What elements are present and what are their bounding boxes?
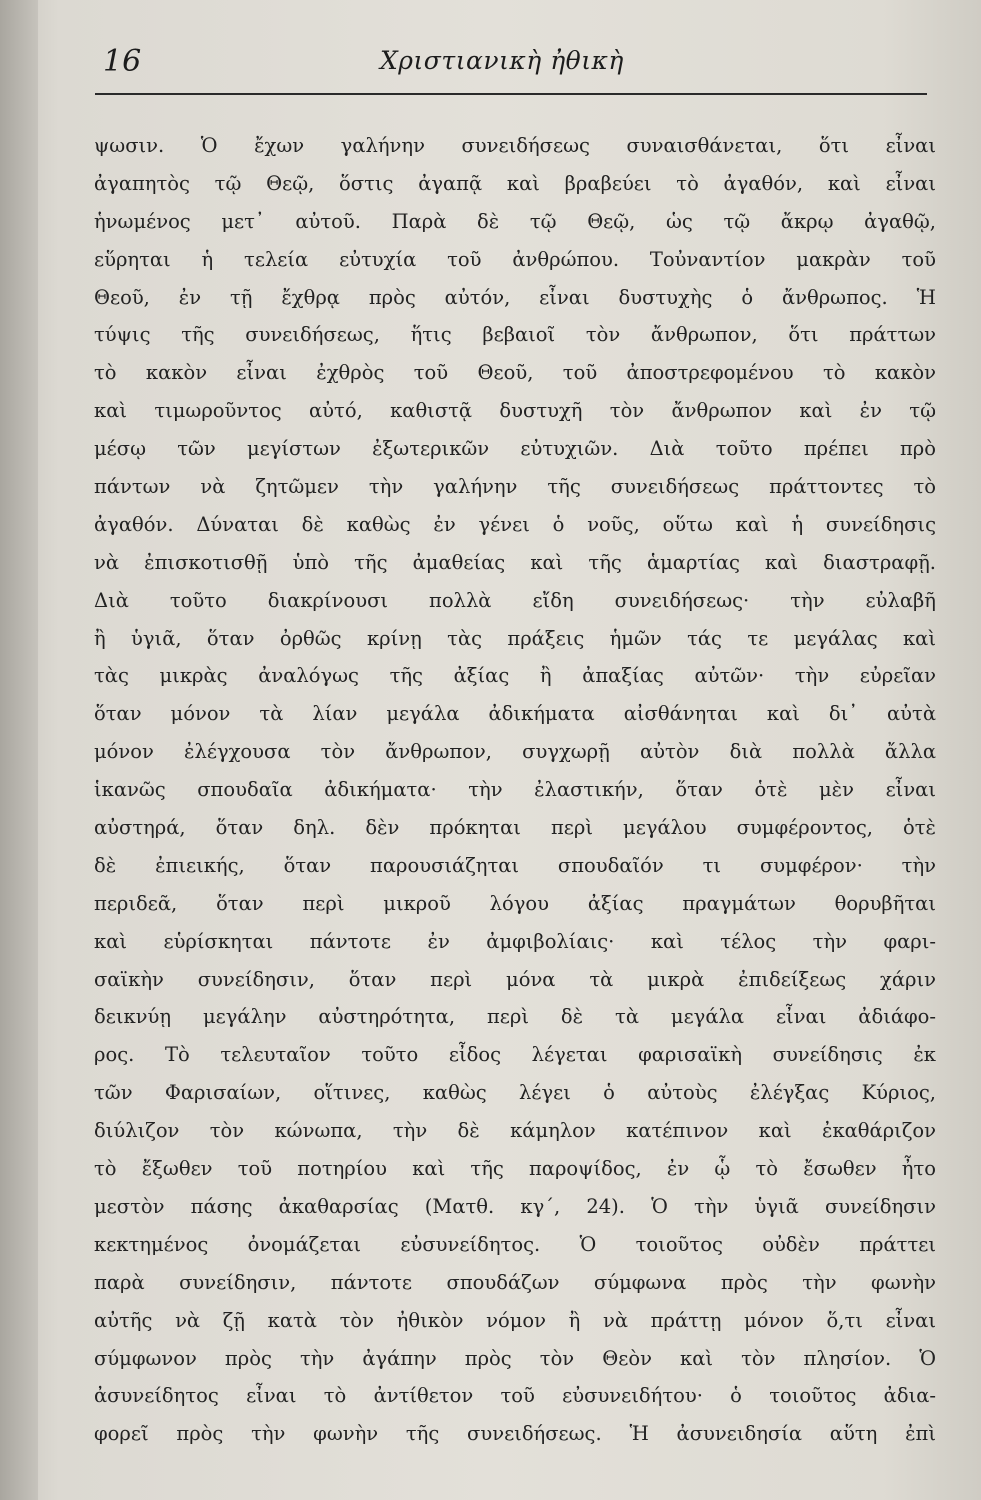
text-line: αὐστηρά, ὅταν δηλ. δὲν πρόκηται περὶ μεγάλου συμφέροντος, ὁτὲ (94, 816, 936, 840)
text-line: σαϊκὴν συνείδησιν, ὅταν περὶ μόνα τὰ μικρὰ ἐπιδείξεως χάριν (94, 967, 936, 991)
text-line: ρος. Τὸ τελευταῖον τοῦτο εἶδος λέγεται φαρισαϊκὴ συνείδησις ἐκ (94, 1043, 936, 1067)
page-header (95, 40, 930, 90)
text-line: ἀσυνείδητος εἶναι τὸ ἀντίθετον τοῦ εὐσυνειδήτου· ὁ τοιοῦτος ἀδια- (94, 1384, 936, 1408)
text-line: καὶ εὑρίσκηται πάντοτε ἐν ἀμφιβολίαις· καὶ τέλος τὴν φαρι- (94, 929, 936, 953)
text-line: ἱκανῶς σπουδαῖα ἀδικήματα· τὴν ἐλαστικήν, ὅταν ὁτὲ μὲν εἶναι (94, 778, 936, 802)
text-line: περιδεᾶ, ὅταν περὶ μικροῦ λόγου ἀξίας πραγμάτων θορυβῆται (94, 891, 936, 915)
text-line: μεστὸν πάσης ἀκαθαρσίας (Ματθ. κγ΄, 24). Ὁ τὴν ὑγιᾶ συνείδησιν (94, 1194, 936, 1218)
text-line: σύμφωνον πρὸς τὴν ἀγάπην πρὸς τὸν Θεὸν καὶ τὸν πλησίον. Ὁ (94, 1346, 936, 1370)
body-text (94, 127, 936, 1487)
text-line: ἀγαπητὸς τῷ Θεῷ, ὅστις ἀγαπᾷ καὶ βραβεύει τὸ ἀγαθόν, καὶ εἶναι (94, 171, 936, 195)
text-line: μέσῳ τῶν μεγίστων ἐξωτερικῶν εὐτυχιῶν. Διὰ τοῦτο πρέπει πρὸ (94, 437, 936, 461)
header-rule (95, 93, 927, 95)
text-line: Διὰ τοῦτο διακρίνουσι πολλὰ εἴδη συνειδήσεως· τὴν εὐλαβῆ (94, 588, 936, 612)
text-line: μόνον ἐλέγχουσα τὸν ἄνθρωπον, συγχωρῇ αὐτὸν διὰ πολλὰ ἄλλα (94, 740, 936, 764)
text-line: Θεοῦ, ἐν τῇ ἔχθρᾳ πρὸς αὐτόν, εἶναι δυστυχὴς ὁ ἄνθρωπος. Ἡ (94, 285, 936, 309)
text-line: ὅταν μόνον τὰ λίαν μεγάλα ἀδικήματα αἰσθάνηται καὶ δι᾽ αὐτὰ (94, 702, 936, 726)
text-line: τύψις τῆς συνειδήσεως, ἥτις βεβαιοῖ τὸν ἄνθρωπον, ὅτι πράττων (94, 323, 936, 347)
text-line: τὸ κακὸν εἶναι ἐχθρὸς τοῦ Θεοῦ, τοῦ ἀποστρεφομένου τὸ κακὸν (94, 361, 936, 385)
text-line: εὕρηται ἡ τελεία εὐτυχία τοῦ ἀνθρώπου. Τοὐναντίον μακρὰν τοῦ (94, 247, 936, 271)
text-line: φορεῖ πρὸς τὴν φωνὴν τῆς συνειδήσεως. Ἡ ἀσυνειδησία αὕτη ἐπὶ (94, 1422, 936, 1446)
page-gutter-shadow (0, 0, 38, 1500)
text-line: δεικνύῃ μεγάλην αὐστηρότητα, περὶ δὲ τὰ μεγάλα εἶναι ἀδιάφο- (94, 1005, 936, 1029)
text-line: παρὰ συνείδησιν, πάντοτε σπουδάζων σύμφωνα πρὸς τὴν φωνὴν (94, 1270, 936, 1294)
text-line: τὰς μικρὰς ἀναλόγως τῆς ἀξίας ἢ ἀπαξίας αὐτῶν· τὴν εὐρεῖαν (94, 664, 936, 688)
text-line: ἢ ὑγιᾶ, ὅταν ὀρθῶς κρίνῃ τὰς πράξεις ἡμῶν τάς τε μεγάλας καὶ (94, 626, 936, 650)
text-line: τῶν Φαρισαίων, οἵτινες, καθὼς λέγει ὁ αὐτοὺς ἐλέγξας Κύριος, (94, 1081, 936, 1105)
text-line: δὲ ἐπιεικής, ὅταν παρουσιάζηται σπουδαῖόν τι συμφέρον· τὴν (94, 853, 936, 877)
text-line: πάντων νὰ ζητῶμεν τὴν γαλήνην τῆς συνειδήσεως πράττοντες τὸ (94, 475, 936, 499)
text-line: τὸ ἔξωθεν τοῦ ποτηρίου καὶ τῆς παροψίδος, ἐν ᾧ τὸ ἔσωθεν ἦτο (94, 1157, 936, 1181)
text-line: διύλιζον τὸν κώνωπα, τὴν δὲ κάμηλον κατέπινον καὶ ἐκαθάριζον (94, 1119, 936, 1143)
text-line: καὶ τιμωροῦντος αὐτό, καθιστᾷ δυστυχῆ τὸν ἄνθρωπον καὶ ἐν τῷ (94, 399, 936, 423)
text-line: νὰ ἐπισκοτισθῇ ὑπὸ τῆς ἀμαθείας καὶ τῆς ἁμαρτίας καὶ διαστραφῇ. (94, 550, 936, 574)
text-line: κεκτημένος ὀνομάζεται εὐσυνείδητος. Ὁ τοιοῦτος οὐδὲν πράττει (94, 1232, 936, 1256)
page-number: 16 (103, 44, 142, 79)
text-line: ἀγαθόν. Δύναται δὲ καθὼς ἐν γένει ὁ νοῦς, οὕτω καὶ ἡ συνείδησις (94, 512, 936, 536)
text-line: ψωσιν. Ὁ ἔχων γαλήνην συνειδήσεως συναισθάνεται, ὅτι εἶναι (94, 134, 936, 157)
running-title: Χριστιανικὴ ἠθικὴ (380, 46, 624, 75)
text-line: ἡνωμένος μετ᾽ αὐτοῦ. Παρὰ δὲ τῷ Θεῷ, ὡς τῷ ἄκρῳ ἀγαθῷ, (94, 209, 936, 233)
text-line: αὐτῆς νὰ ζῇ κατὰ τὸν ἠθικὸν νόμον ἢ νὰ πράττῃ μόνον ὅ,τι εἶναι (94, 1308, 936, 1332)
